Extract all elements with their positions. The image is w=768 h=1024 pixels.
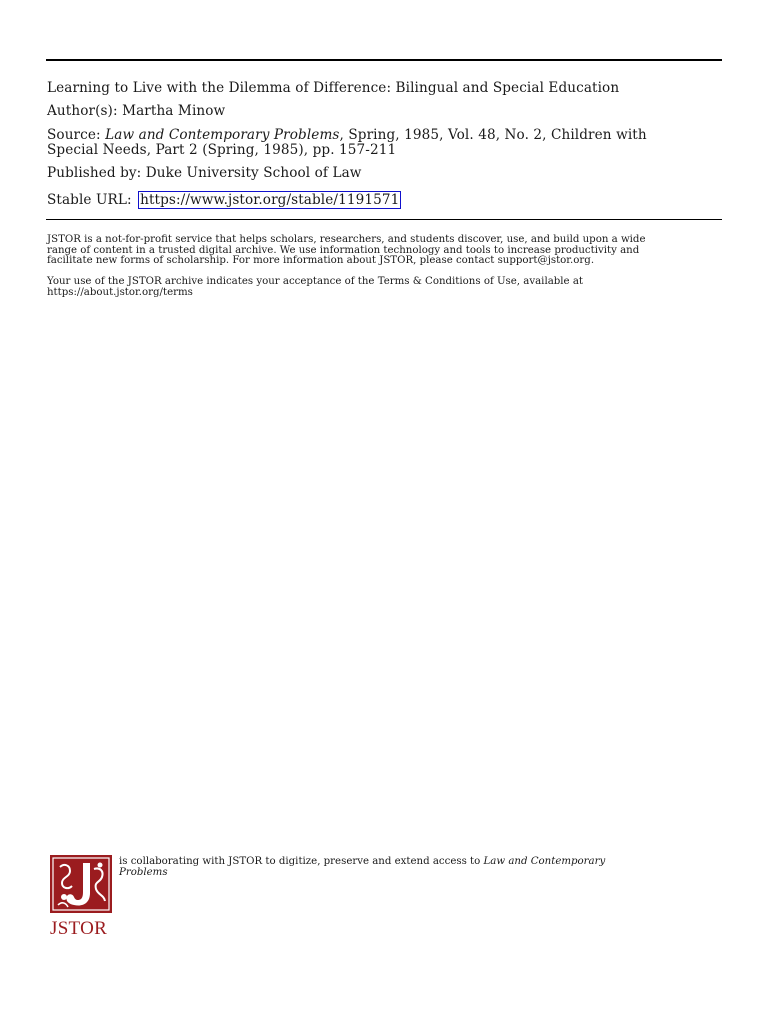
publisher-line bbox=[47, 166, 362, 181]
middle-rule bbox=[46, 219, 722, 220]
notice-line: JSTOR is a not-for-profit service that helps scholars, researchers, and students discover, use, and build upon a wide bbox=[47, 234, 646, 245]
authors-line bbox=[47, 104, 225, 119]
terms-notice bbox=[47, 277, 719, 298]
collab-journal-2: Problems bbox=[119, 867, 168, 879]
collab-journal-1: Law and Contemporary bbox=[483, 856, 606, 867]
notice-line: range of content in a trusted digital archive. We use information technology and tools to increase productivity and bbox=[47, 244, 640, 256]
source-rest-1: , Spring, 1985, Vol. 48, No. 2, Children with bbox=[339, 127, 647, 143]
stable-url-label: Stable URL: bbox=[47, 192, 132, 208]
stable-url-line bbox=[47, 191, 401, 209]
terms-url[interactable]: https://about.jstor.org/terms bbox=[47, 286, 193, 298]
authors-label: Author(s): bbox=[47, 103, 118, 119]
notice-line: facilitate new forms of scholarship. For more information about JSTOR, please contact support@jstor.org. bbox=[47, 255, 595, 267]
stable-url-link[interactable]: https://www.jstor.org/stable/1191571 bbox=[140, 192, 400, 208]
source-line bbox=[47, 128, 647, 157]
source-journal: Law and Contemporary Problems bbox=[105, 127, 340, 143]
terms-line: Your use of the JSTOR archive indicates your acceptance of the Terms & Conditions of Use, available at bbox=[47, 276, 583, 287]
published-label: Published by: bbox=[47, 165, 142, 181]
jstor-logo-icon bbox=[50, 855, 112, 913]
jstor-notice bbox=[47, 235, 719, 267]
top-rule bbox=[46, 59, 722, 61]
collab-text: is collaborating with JSTOR to digitize, preserve and extend access to bbox=[119, 856, 481, 867]
publisher-value: Duke University School of Law bbox=[145, 165, 362, 181]
article-title: Learning to Live with the Dilemma of Difference: Bilingual and Special Education bbox=[47, 80, 620, 96]
collaboration-note bbox=[119, 856, 679, 878]
authors-value: Martha Minow bbox=[122, 103, 226, 119]
source-rest-2: Special Needs, Part 2 (Spring, 1985), pp. 157-211 bbox=[47, 141, 397, 158]
source-label: Source: bbox=[47, 127, 101, 143]
jstor-logo-text: JSTOR bbox=[50, 918, 108, 939]
